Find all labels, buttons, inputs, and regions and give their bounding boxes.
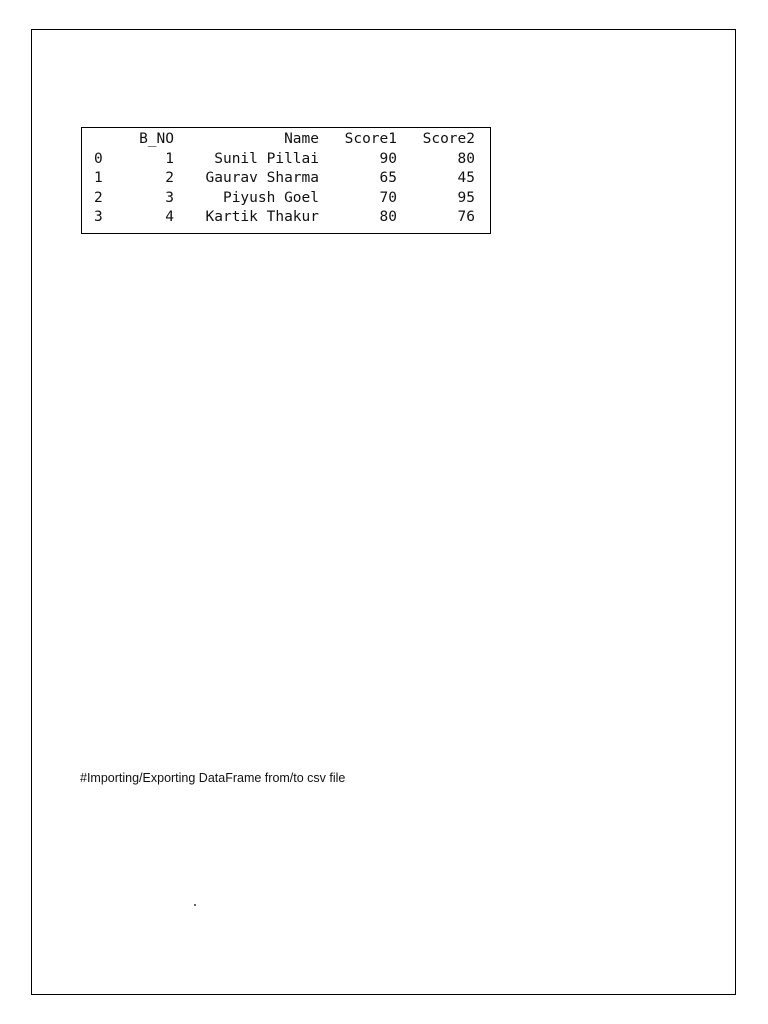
cell-score1: 70 [379, 189, 397, 206]
table-header-row [82, 130, 475, 150]
cell-b-no: 3 [165, 189, 174, 206]
section-caption: #Importing/Exporting DataFrame from/to csv file [80, 771, 346, 785]
cell-score2: 80 [457, 150, 475, 167]
cell-score1: 80 [379, 209, 397, 225]
header-name: Name [284, 131, 319, 147]
table-row [82, 189, 475, 209]
cell-name: Sunil Pillai [214, 150, 319, 167]
table-row [82, 150, 475, 170]
stray-dot [194, 904, 196, 906]
dataframe-table [82, 130, 475, 228]
cell-name: Gaurav Sharma [205, 170, 319, 186]
cell-name: Piyush Goel [222, 189, 319, 206]
row-index: 3 [94, 209, 103, 225]
header-score1: Score1 [344, 131, 397, 147]
header-index [82, 130, 116, 150]
cell-b-no: 4 [165, 209, 174, 225]
cell-score1: 65 [379, 170, 397, 186]
row-index: 1 [94, 170, 103, 186]
row-index: 2 [94, 189, 103, 206]
cell-score2: 45 [457, 170, 475, 186]
cell-score2: 76 [457, 209, 475, 225]
row-index: 0 [94, 150, 103, 167]
cell-b-no: 2 [165, 170, 174, 186]
cell-score2: 95 [457, 189, 475, 206]
cell-name: Kartik Thakur [205, 209, 319, 225]
dataframe-output-image [81, 127, 491, 234]
cell-score1: 90 [379, 150, 397, 167]
header-b-no: B_NO [139, 131, 174, 147]
cell-b-no: 1 [165, 150, 174, 167]
table-row [82, 208, 475, 228]
table-row [82, 169, 475, 189]
header-score2: Score2 [422, 131, 475, 147]
